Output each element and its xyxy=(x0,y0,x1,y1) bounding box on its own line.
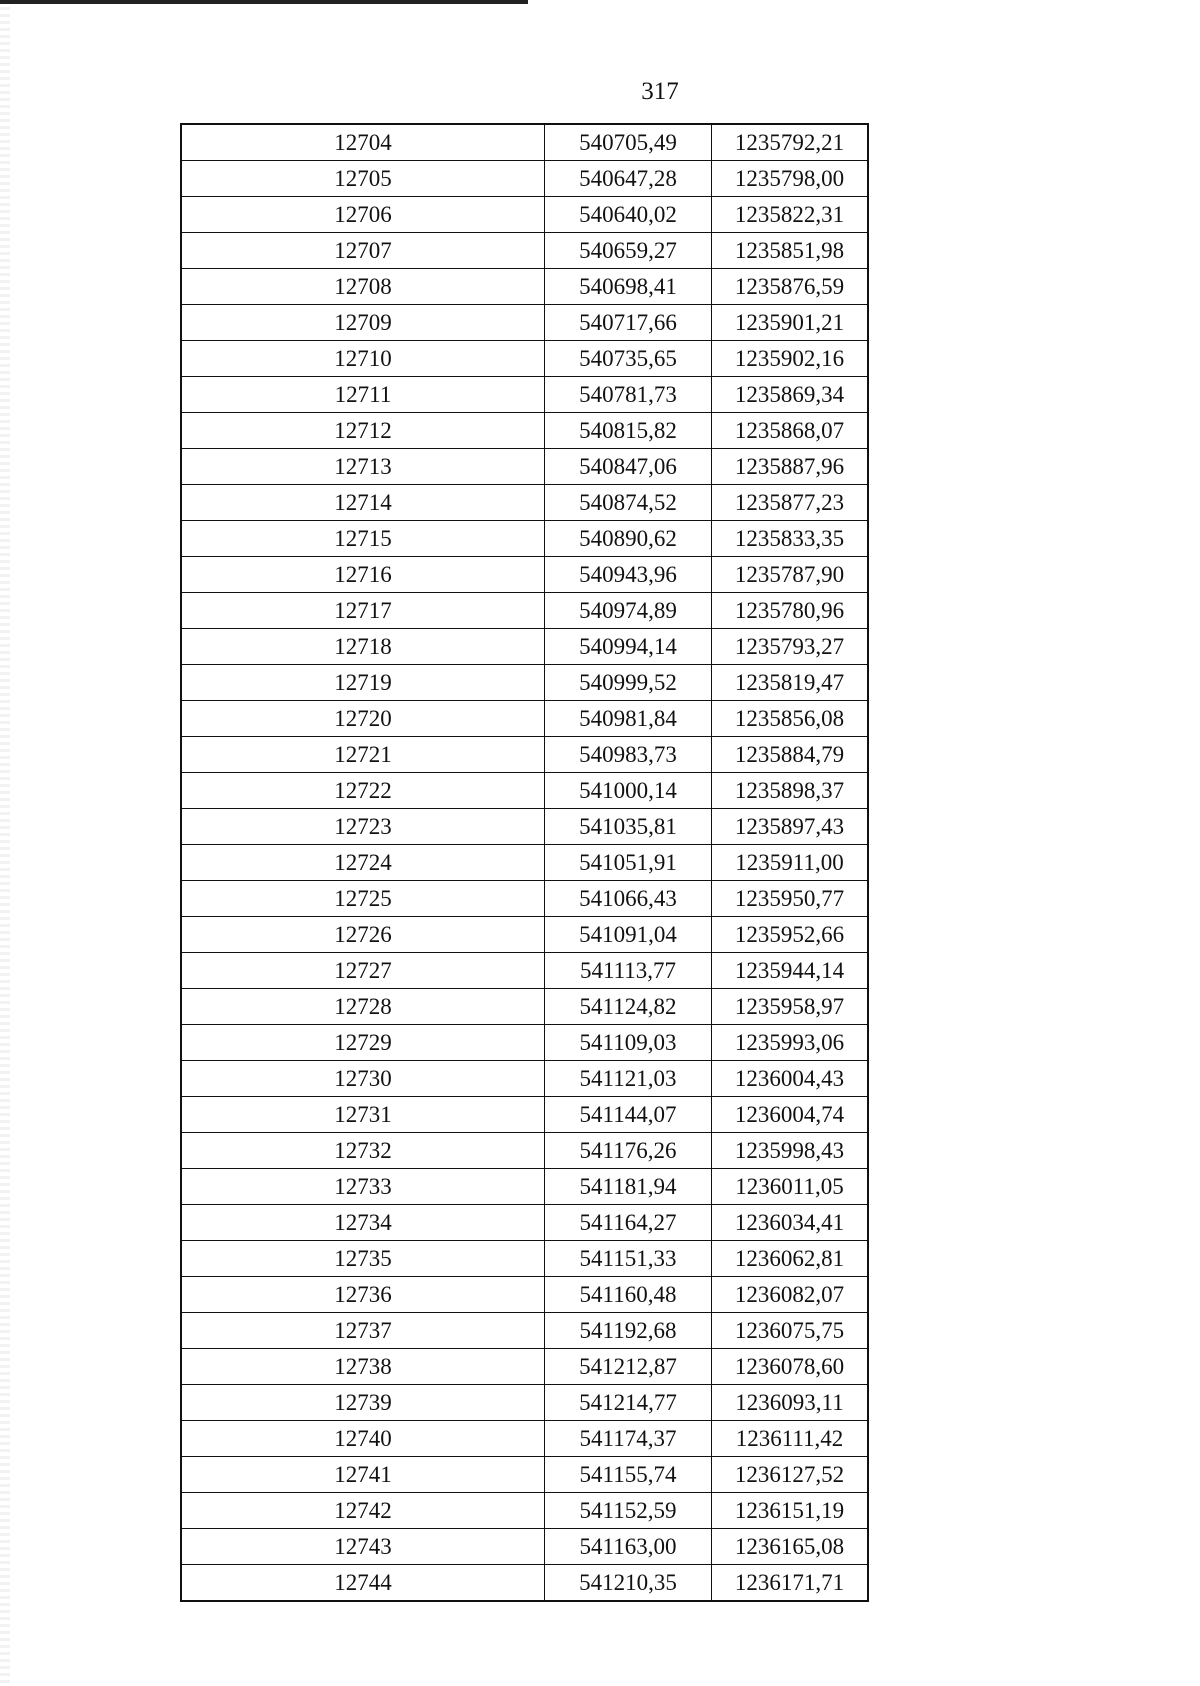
point-number-cell: 12726 xyxy=(181,917,545,953)
y-coordinate-cell: 1236004,43 xyxy=(712,1061,869,1097)
x-coordinate-cell: 541210,35 xyxy=(545,1565,712,1602)
x-coordinate-cell: 540994,14 xyxy=(545,629,712,665)
point-number-cell: 12742 xyxy=(181,1493,545,1529)
table-row xyxy=(181,953,868,989)
y-coordinate-cell: 1236004,74 xyxy=(712,1097,869,1133)
point-number-cell: 12722 xyxy=(181,773,545,809)
x-coordinate-cell: 541121,03 xyxy=(545,1061,712,1097)
y-coordinate-cell: 1235902,16 xyxy=(712,341,869,377)
point-number-cell: 12723 xyxy=(181,809,545,845)
point-number-cell: 12714 xyxy=(181,485,545,521)
table-row xyxy=(181,233,868,269)
table-row xyxy=(181,341,868,377)
point-number-cell: 12712 xyxy=(181,413,545,449)
y-coordinate-cell: 1236127,52 xyxy=(712,1457,869,1493)
table-row xyxy=(181,1133,868,1169)
point-number-cell: 12719 xyxy=(181,665,545,701)
x-coordinate-cell: 540943,96 xyxy=(545,557,712,593)
table-row xyxy=(181,809,868,845)
table-row xyxy=(181,629,868,665)
y-coordinate-cell: 1235876,59 xyxy=(712,269,869,305)
point-number-cell: 12735 xyxy=(181,1241,545,1277)
y-coordinate-cell: 1236151,19 xyxy=(712,1493,869,1529)
x-coordinate-cell: 541000,14 xyxy=(545,773,712,809)
y-coordinate-cell: 1235822,31 xyxy=(712,197,869,233)
x-coordinate-cell: 540781,73 xyxy=(545,377,712,413)
x-coordinate-cell: 541113,77 xyxy=(545,953,712,989)
table-row xyxy=(181,1205,868,1241)
y-coordinate-cell: 1236111,42 xyxy=(712,1421,869,1457)
point-number-cell: 12724 xyxy=(181,845,545,881)
x-coordinate-cell: 541124,82 xyxy=(545,989,712,1025)
table-row xyxy=(181,197,868,233)
x-coordinate-cell: 540999,52 xyxy=(545,665,712,701)
point-number-cell: 12736 xyxy=(181,1277,545,1313)
table-row xyxy=(181,413,868,449)
table-row xyxy=(181,1529,868,1565)
point-number-cell: 12721 xyxy=(181,737,545,773)
x-coordinate-cell: 541181,94 xyxy=(545,1169,712,1205)
y-coordinate-cell: 1236078,60 xyxy=(712,1349,869,1385)
y-coordinate-cell: 1235887,96 xyxy=(712,449,869,485)
y-coordinate-cell: 1235898,37 xyxy=(712,773,869,809)
table-row xyxy=(181,1385,868,1421)
y-coordinate-cell: 1235819,47 xyxy=(712,665,869,701)
x-coordinate-cell: 541164,27 xyxy=(545,1205,712,1241)
point-number-cell: 12731 xyxy=(181,1097,545,1133)
table-row xyxy=(181,737,868,773)
point-number-cell: 12706 xyxy=(181,197,545,233)
x-coordinate-cell: 541091,04 xyxy=(545,917,712,953)
table-row xyxy=(181,845,868,881)
table-row xyxy=(181,701,868,737)
y-coordinate-cell: 1235897,43 xyxy=(712,809,869,845)
y-coordinate-cell: 1236034,41 xyxy=(712,1205,869,1241)
y-coordinate-cell: 1235851,98 xyxy=(712,233,869,269)
table-row xyxy=(181,1421,868,1457)
point-number-cell: 12744 xyxy=(181,1565,545,1602)
table-row xyxy=(181,1493,868,1529)
y-coordinate-cell: 1235787,90 xyxy=(712,557,869,593)
point-number-cell: 12739 xyxy=(181,1385,545,1421)
x-coordinate-cell: 541192,68 xyxy=(545,1313,712,1349)
y-coordinate-cell: 1235998,43 xyxy=(712,1133,869,1169)
table-row xyxy=(181,1349,868,1385)
point-number-cell: 12728 xyxy=(181,989,545,1025)
x-coordinate-cell: 540698,41 xyxy=(545,269,712,305)
point-number-cell: 12732 xyxy=(181,1133,545,1169)
y-coordinate-cell: 1235792,21 xyxy=(712,124,869,161)
x-coordinate-cell: 541212,87 xyxy=(545,1349,712,1385)
x-coordinate-cell: 541160,48 xyxy=(545,1277,712,1313)
y-coordinate-cell: 1236171,71 xyxy=(712,1565,869,1602)
x-coordinate-cell: 540647,28 xyxy=(545,161,712,197)
y-coordinate-cell: 1236062,81 xyxy=(712,1241,869,1277)
point-number-cell: 12713 xyxy=(181,449,545,485)
y-coordinate-cell: 1235833,35 xyxy=(712,521,869,557)
point-number-cell: 12716 xyxy=(181,557,545,593)
x-coordinate-cell: 541144,07 xyxy=(545,1097,712,1133)
x-coordinate-cell: 540983,73 xyxy=(545,737,712,773)
x-coordinate-cell: 540640,02 xyxy=(545,197,712,233)
point-number-cell: 12730 xyxy=(181,1061,545,1097)
y-coordinate-cell: 1235869,34 xyxy=(712,377,869,413)
table-row xyxy=(181,269,868,305)
x-coordinate-cell: 540847,06 xyxy=(545,449,712,485)
table-row xyxy=(181,989,868,1025)
page-number: 317 xyxy=(641,78,679,105)
point-number-cell: 12733 xyxy=(181,1169,545,1205)
table-row xyxy=(181,1277,868,1313)
table-row xyxy=(181,377,868,413)
y-coordinate-cell: 1235993,06 xyxy=(712,1025,869,1061)
y-coordinate-cell: 1235944,14 xyxy=(712,953,869,989)
point-number-cell: 12708 xyxy=(181,269,545,305)
point-number-cell: 12738 xyxy=(181,1349,545,1385)
x-coordinate-cell: 540981,84 xyxy=(545,701,712,737)
table-row xyxy=(181,485,868,521)
x-coordinate-cell: 541163,00 xyxy=(545,1529,712,1565)
point-number-cell: 12737 xyxy=(181,1313,545,1349)
point-number-cell: 12718 xyxy=(181,629,545,665)
x-coordinate-cell: 541051,91 xyxy=(545,845,712,881)
top-rule-line xyxy=(0,0,528,4)
x-coordinate-cell: 540815,82 xyxy=(545,413,712,449)
x-coordinate-cell: 541152,59 xyxy=(545,1493,712,1529)
x-coordinate-cell: 540874,52 xyxy=(545,485,712,521)
y-coordinate-cell: 1235952,66 xyxy=(712,917,869,953)
y-coordinate-cell: 1236082,07 xyxy=(712,1277,869,1313)
x-coordinate-cell: 541109,03 xyxy=(545,1025,712,1061)
y-coordinate-cell: 1236011,05 xyxy=(712,1169,869,1205)
table-row xyxy=(181,1061,868,1097)
point-number-cell: 12709 xyxy=(181,305,545,341)
table-row xyxy=(181,1457,868,1493)
coordinates-table xyxy=(180,123,869,1602)
x-coordinate-cell: 540717,66 xyxy=(545,305,712,341)
point-number-cell: 12741 xyxy=(181,1457,545,1493)
table-row xyxy=(181,449,868,485)
point-number-cell: 12743 xyxy=(181,1529,545,1565)
y-coordinate-cell: 1236093,11 xyxy=(712,1385,869,1421)
table-row xyxy=(181,773,868,809)
point-number-cell: 12717 xyxy=(181,593,545,629)
table-row xyxy=(181,1097,868,1133)
y-coordinate-cell: 1235911,00 xyxy=(712,845,869,881)
x-coordinate-cell: 541035,81 xyxy=(545,809,712,845)
y-coordinate-cell: 1235950,77 xyxy=(712,881,869,917)
x-coordinate-cell: 541066,43 xyxy=(545,881,712,917)
point-number-cell: 12727 xyxy=(181,953,545,989)
point-number-cell: 12734 xyxy=(181,1205,545,1241)
point-number-cell: 12704 xyxy=(181,124,545,161)
y-coordinate-cell: 1235856,08 xyxy=(712,701,869,737)
y-coordinate-cell: 1235793,27 xyxy=(712,629,869,665)
x-coordinate-cell: 541155,74 xyxy=(545,1457,712,1493)
table-row xyxy=(181,124,868,161)
y-coordinate-cell: 1236165,08 xyxy=(712,1529,869,1565)
y-coordinate-cell: 1235958,97 xyxy=(712,989,869,1025)
y-coordinate-cell: 1235901,21 xyxy=(712,305,869,341)
point-number-cell: 12710 xyxy=(181,341,545,377)
table-row xyxy=(181,161,868,197)
x-coordinate-cell: 540974,89 xyxy=(545,593,712,629)
x-coordinate-cell: 540705,49 xyxy=(545,124,712,161)
point-number-cell: 12725 xyxy=(181,881,545,917)
table-row xyxy=(181,1169,868,1205)
point-number-cell: 12715 xyxy=(181,521,545,557)
x-coordinate-cell: 541176,26 xyxy=(545,1133,712,1169)
y-coordinate-cell: 1236075,75 xyxy=(712,1313,869,1349)
point-number-cell: 12740 xyxy=(181,1421,545,1457)
table-row xyxy=(181,881,868,917)
table-row xyxy=(181,1025,868,1061)
y-coordinate-cell: 1235780,96 xyxy=(712,593,869,629)
table-row xyxy=(181,305,868,341)
table-row xyxy=(181,1313,868,1349)
point-number-cell: 12720 xyxy=(181,701,545,737)
table-row xyxy=(181,917,868,953)
table-row xyxy=(181,521,868,557)
x-coordinate-cell: 541174,37 xyxy=(545,1421,712,1457)
table-row xyxy=(181,593,868,629)
x-coordinate-cell: 541214,77 xyxy=(545,1385,712,1421)
y-coordinate-cell: 1235877,23 xyxy=(712,485,869,521)
point-number-cell: 12729 xyxy=(181,1025,545,1061)
y-coordinate-cell: 1235868,07 xyxy=(712,413,869,449)
page-edge-shading xyxy=(0,0,10,1686)
x-coordinate-cell: 540890,62 xyxy=(545,521,712,557)
x-coordinate-cell: 541151,33 xyxy=(545,1241,712,1277)
point-number-cell: 12711 xyxy=(181,377,545,413)
point-number-cell: 12707 xyxy=(181,233,545,269)
y-coordinate-cell: 1235798,00 xyxy=(712,161,869,197)
table-row xyxy=(181,1565,868,1602)
x-coordinate-cell: 540735,65 xyxy=(545,341,712,377)
table-row xyxy=(181,1241,868,1277)
point-number-cell: 12705 xyxy=(181,161,545,197)
table-row xyxy=(181,665,868,701)
y-coordinate-cell: 1235884,79 xyxy=(712,737,869,773)
x-coordinate-cell: 540659,27 xyxy=(545,233,712,269)
table-row xyxy=(181,557,868,593)
coordinates-table-body xyxy=(181,124,868,1601)
